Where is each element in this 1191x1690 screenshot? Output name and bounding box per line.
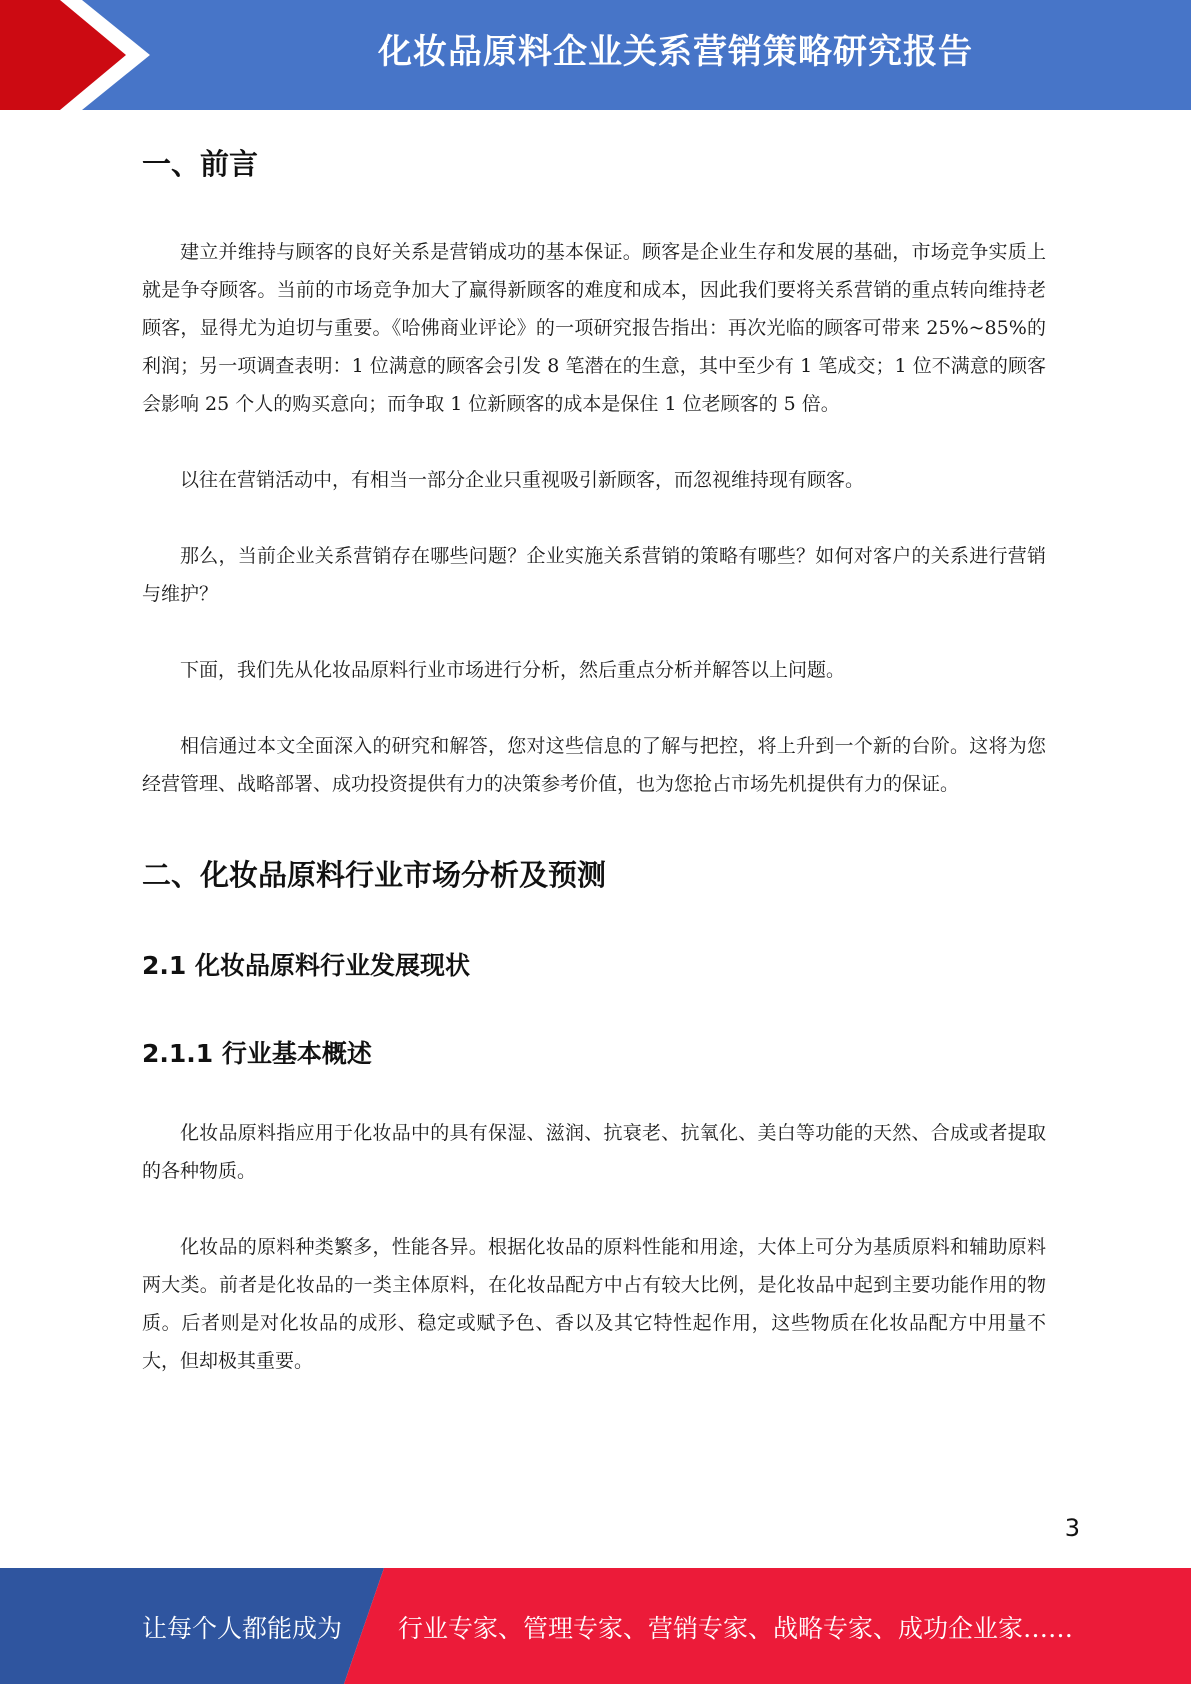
footer-slogan-left: 让每个人都能成为 — [142, 1614, 343, 1643]
document-title: 化妆品原料企业关系营销策略研究报告 — [378, 32, 973, 72]
page-number: 3 — [1064, 1514, 1080, 1542]
preface-paragraph-4: 下面，我们先从化妆品原料行业市场进行分析，然后重点分析并解答以上问题。 — [180, 659, 846, 681]
preface-paragraph-3: 那么，当前企业关系营销存在哪些问题？企业实施关系营销的策略有哪些？如何对客户的关系进行营销与维护？ — [142, 545, 1046, 605]
section-heading-market-analysis: 二、化妆品原料行业市场分析及预测 — [142, 858, 607, 892]
overview-paragraph-1: 化妆品原料指应用于化妆品中的具有保湿、滋润、抗衰老、抗氧化、美白等功能的天然、合成或者提取的各种物质。 — [142, 1122, 1046, 1182]
preface-paragraph-1: 建立并维持与顾客的良好关系是营销成功的基本保证。顾客是企业生存和发展的基础，市场竞争实质上就是争夺顾客。当前的市场竞争加大了赢得新顾客的难度和成本，因此我们要将关系营销的重点转向维持老顾客，显得尤为迫切与重要。《哈佛商业评论》的一项研究报告指出：再次光临的顾客可带来 25%~85%的利润；另一项调查表明：1 位满意的顾客会引发 8 笔潜在的生意，其中至少有 1 笔成交；1 位不满意的顾客会影响 25 个人的购买意向；而争取 1 位新顾客的成本是保住 1 位老顾客的 5 倍。 — [142, 241, 1046, 415]
document-body — [142, 134, 1046, 1380]
subsection-heading-2-1-1: 2.1.1 行业基本概述 — [142, 1039, 372, 1068]
subsection-heading-2-1: 2.1 化妆品原料行业发展现状 — [142, 951, 470, 980]
section-heading-preface: 一、前言 — [142, 147, 259, 181]
overview-paragraph-2: 化妆品的原料种类繁多，性能各异。根据化妆品的原料性能和用途，大体上可分为基质原料和辅助原料两大类。前者是化妆品的一类主体原料，在化妆品配方中占有较大比例，是化妆品中起到主要功能作用的物质。后者则是对化妆品的成形、稳定或赋予色、香以及其它特性起作用，这些物质在化妆品配方中用量不大，但却极其重要。 — [142, 1236, 1046, 1372]
preface-paragraph-2: 以往在营销活动中，有相当一部分企业只重视吸引新顾客，而忽视维持现有顾客。 — [180, 469, 865, 491]
footer-banner — [0, 1568, 1191, 1684]
header-banner — [0, 0, 1191, 110]
preface-paragraph-5: 相信通过本文全面深入的研究和解答，您对这些信息的了解与把控，将上升到一个新的台阶。这将为您经营管理、战略部署、成功投资提供有力的决策参考价值，也为您抢占市场先机提供有力的保证。 — [142, 735, 1046, 795]
footer-slogan-right: 行业专家、管理专家、营销专家、战略专家、成功企业家…… — [398, 1614, 1074, 1643]
